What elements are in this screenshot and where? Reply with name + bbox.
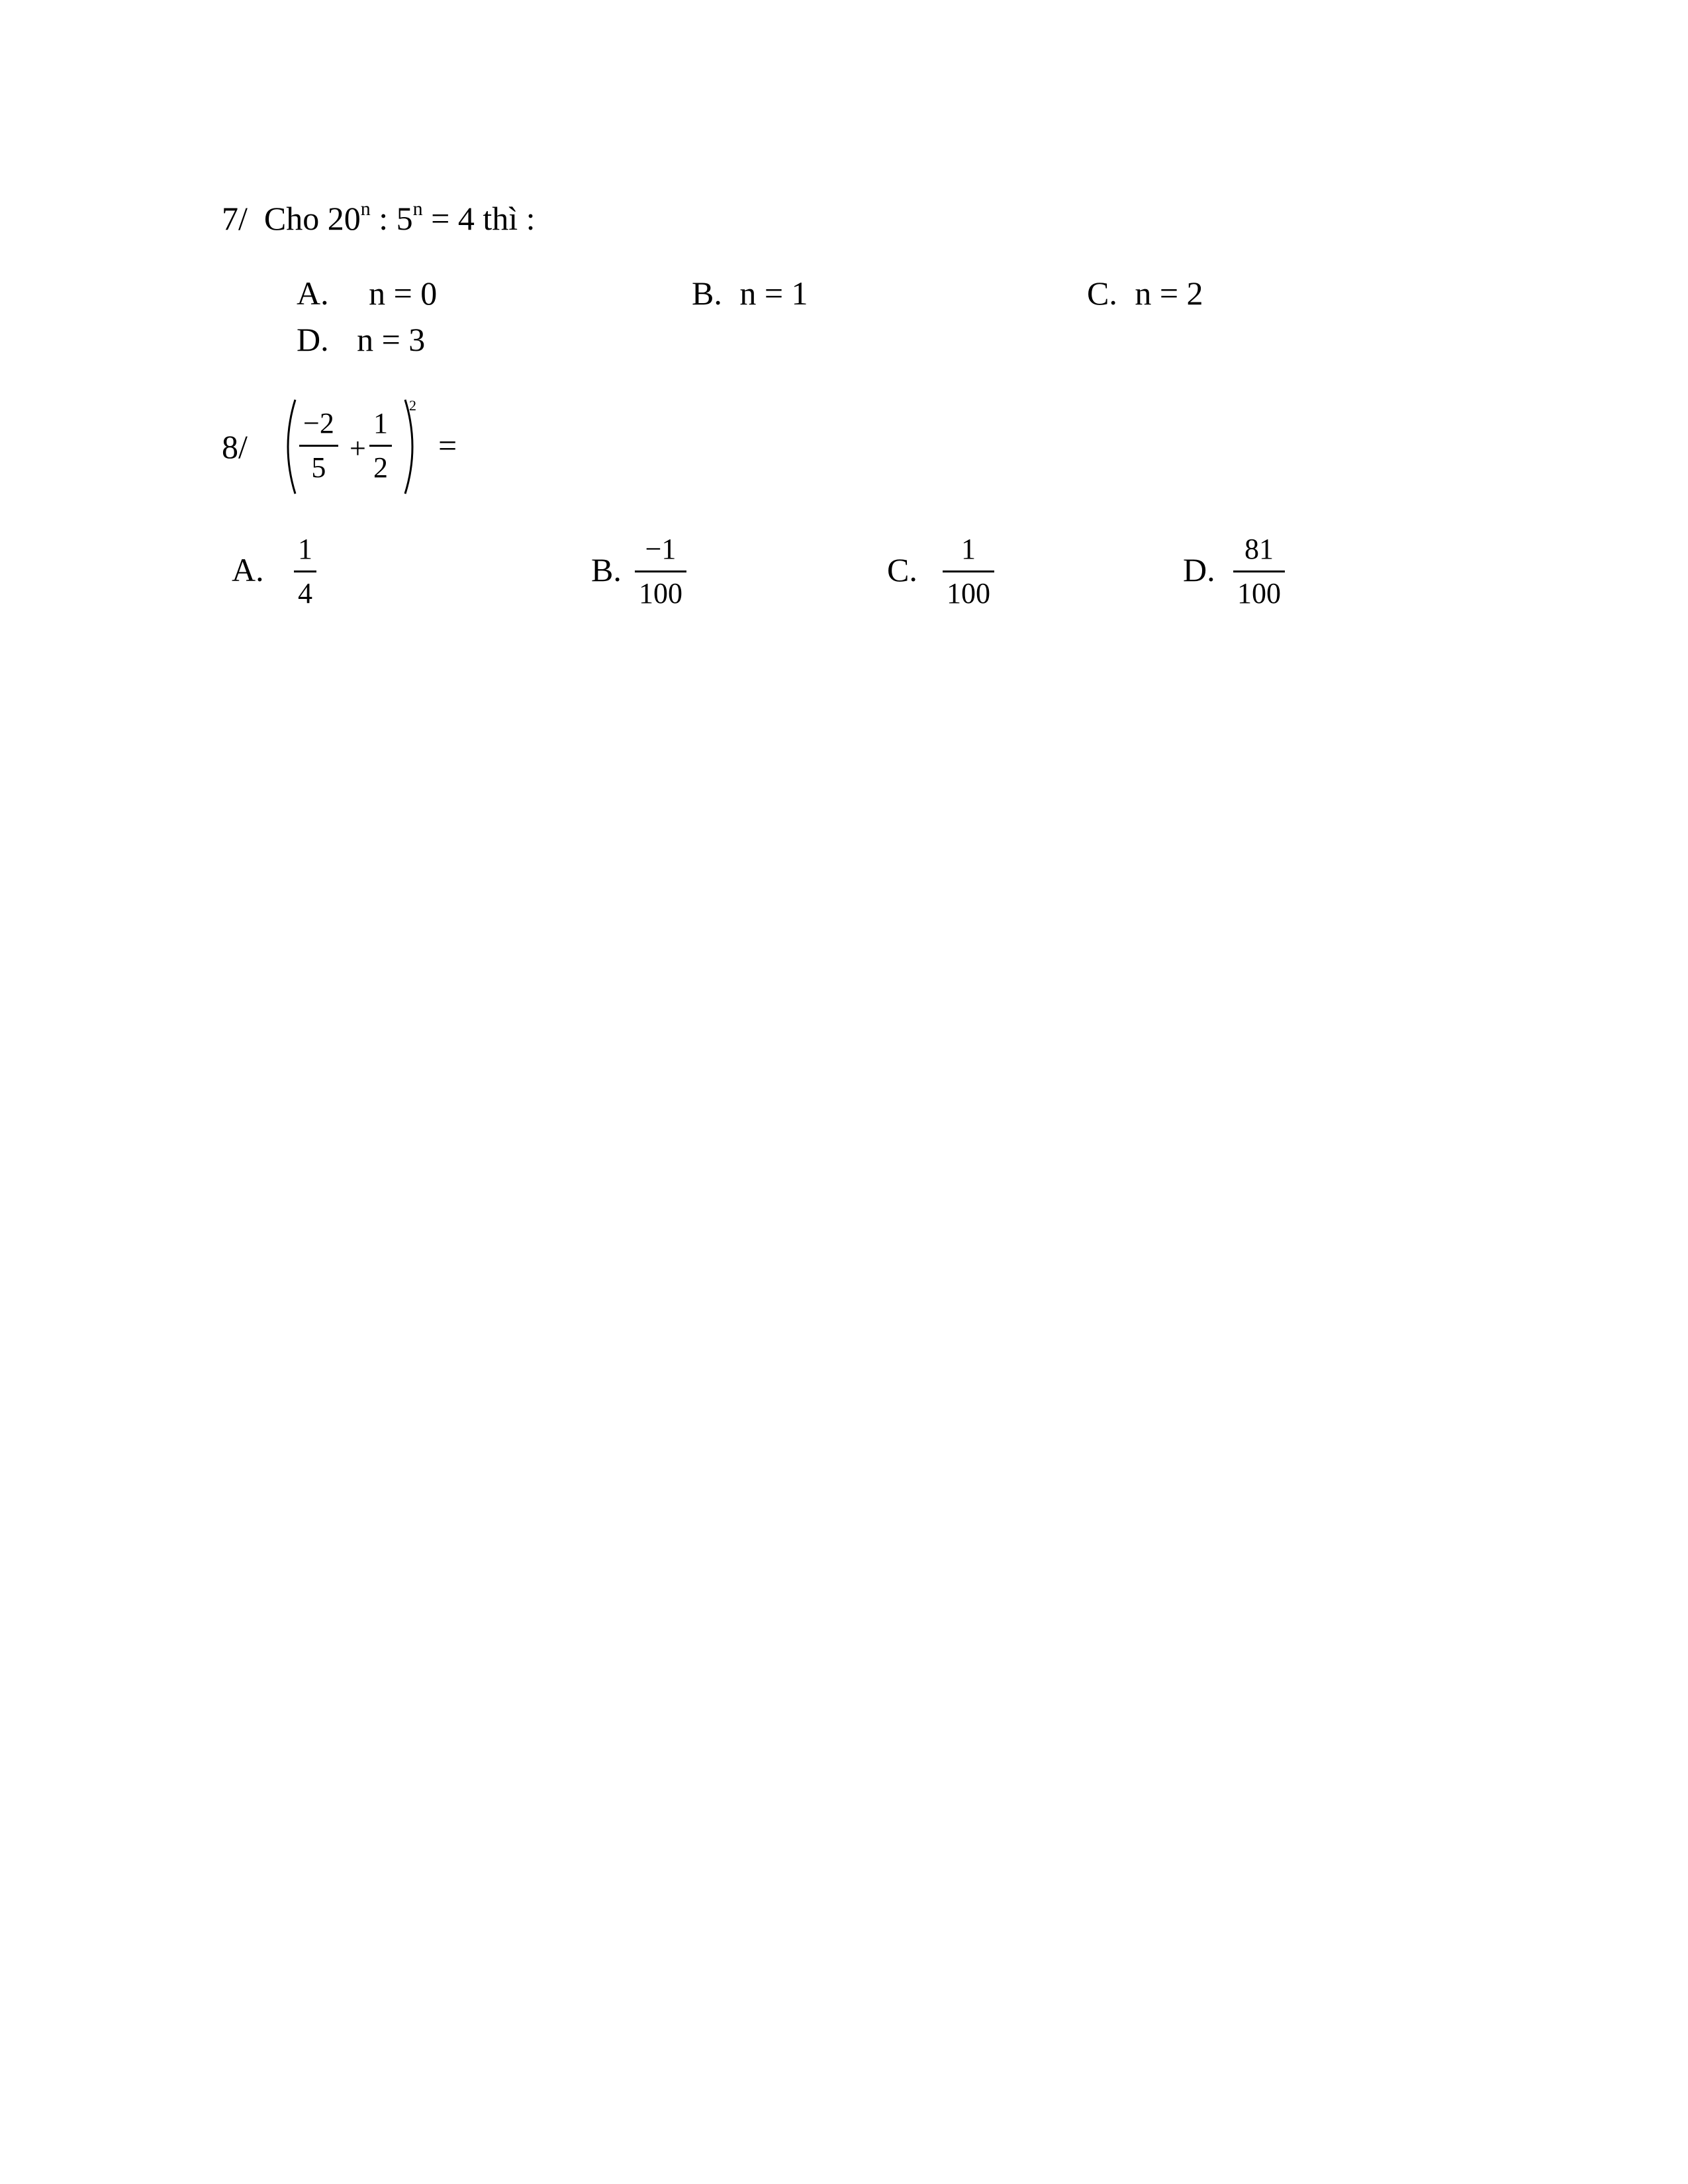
option-value: n = 1 — [739, 275, 808, 312]
q8-option-d[interactable] — [1183, 535, 1302, 614]
left-paren — [278, 398, 298, 495]
question-8-expression — [278, 397, 463, 496]
q8-option-c[interactable] — [887, 535, 1006, 614]
option-label: A. — [297, 275, 329, 312]
fraction-2-numerator: 1 — [373, 407, 388, 439]
question-7-stem — [222, 198, 536, 237]
option-label: D. — [297, 321, 329, 358]
option-label: D. — [1183, 551, 1215, 588]
q7-option-c[interactable] — [1087, 277, 1203, 310]
option-denominator: 4 — [298, 577, 312, 610]
exponent-n-1: n — [360, 198, 371, 220]
question-8-number: 8/ — [222, 428, 248, 465]
option-numerator: 81 — [1244, 533, 1274, 565]
option-denominator: 100 — [1237, 577, 1281, 610]
exponent-n-2: n — [412, 198, 423, 220]
q7-option-d[interactable] — [297, 323, 425, 356]
option-label: B. — [692, 275, 722, 312]
option-numerator: −1 — [645, 533, 677, 565]
question-7-number: 7/ — [222, 200, 248, 237]
question-7-text-prefix: Cho 20 — [263, 200, 361, 237]
option-label: C. — [887, 551, 917, 588]
fraction-1 — [299, 409, 338, 482]
outer-exponent: 2 — [409, 397, 416, 414]
question-7-text-suffix: = 4 thì : — [422, 200, 536, 237]
option-value: n = 0 — [369, 275, 438, 312]
q8-option-a[interactable] — [232, 535, 331, 614]
fraction-2-denominator: 2 — [373, 451, 388, 484]
option-fraction — [635, 535, 686, 608]
fraction-1-denominator: 5 — [311, 451, 326, 484]
question-7-text-mid: : 5 — [370, 200, 413, 237]
option-fraction — [943, 535, 994, 608]
option-label: B. — [591, 551, 622, 588]
fraction-1-numerator: −2 — [303, 407, 334, 439]
q8-option-b[interactable] — [591, 535, 710, 614]
option-numerator: 1 — [298, 533, 312, 565]
equals-sign: = — [438, 427, 457, 464]
option-denominator: 100 — [639, 577, 682, 610]
option-numerator: 1 — [961, 533, 976, 565]
q7-option-b[interactable] — [692, 277, 808, 310]
option-value: n = 2 — [1135, 275, 1203, 312]
q7-option-a[interactable] — [297, 277, 437, 310]
plus-sign: + — [350, 432, 366, 465]
option-fraction — [1233, 535, 1285, 608]
option-denominator: 100 — [947, 577, 990, 610]
option-label: C. — [1087, 275, 1117, 312]
fraction-2 — [369, 409, 392, 482]
option-value: n = 3 — [357, 321, 426, 358]
option-fraction — [294, 535, 316, 608]
option-label: A. — [232, 551, 264, 588]
